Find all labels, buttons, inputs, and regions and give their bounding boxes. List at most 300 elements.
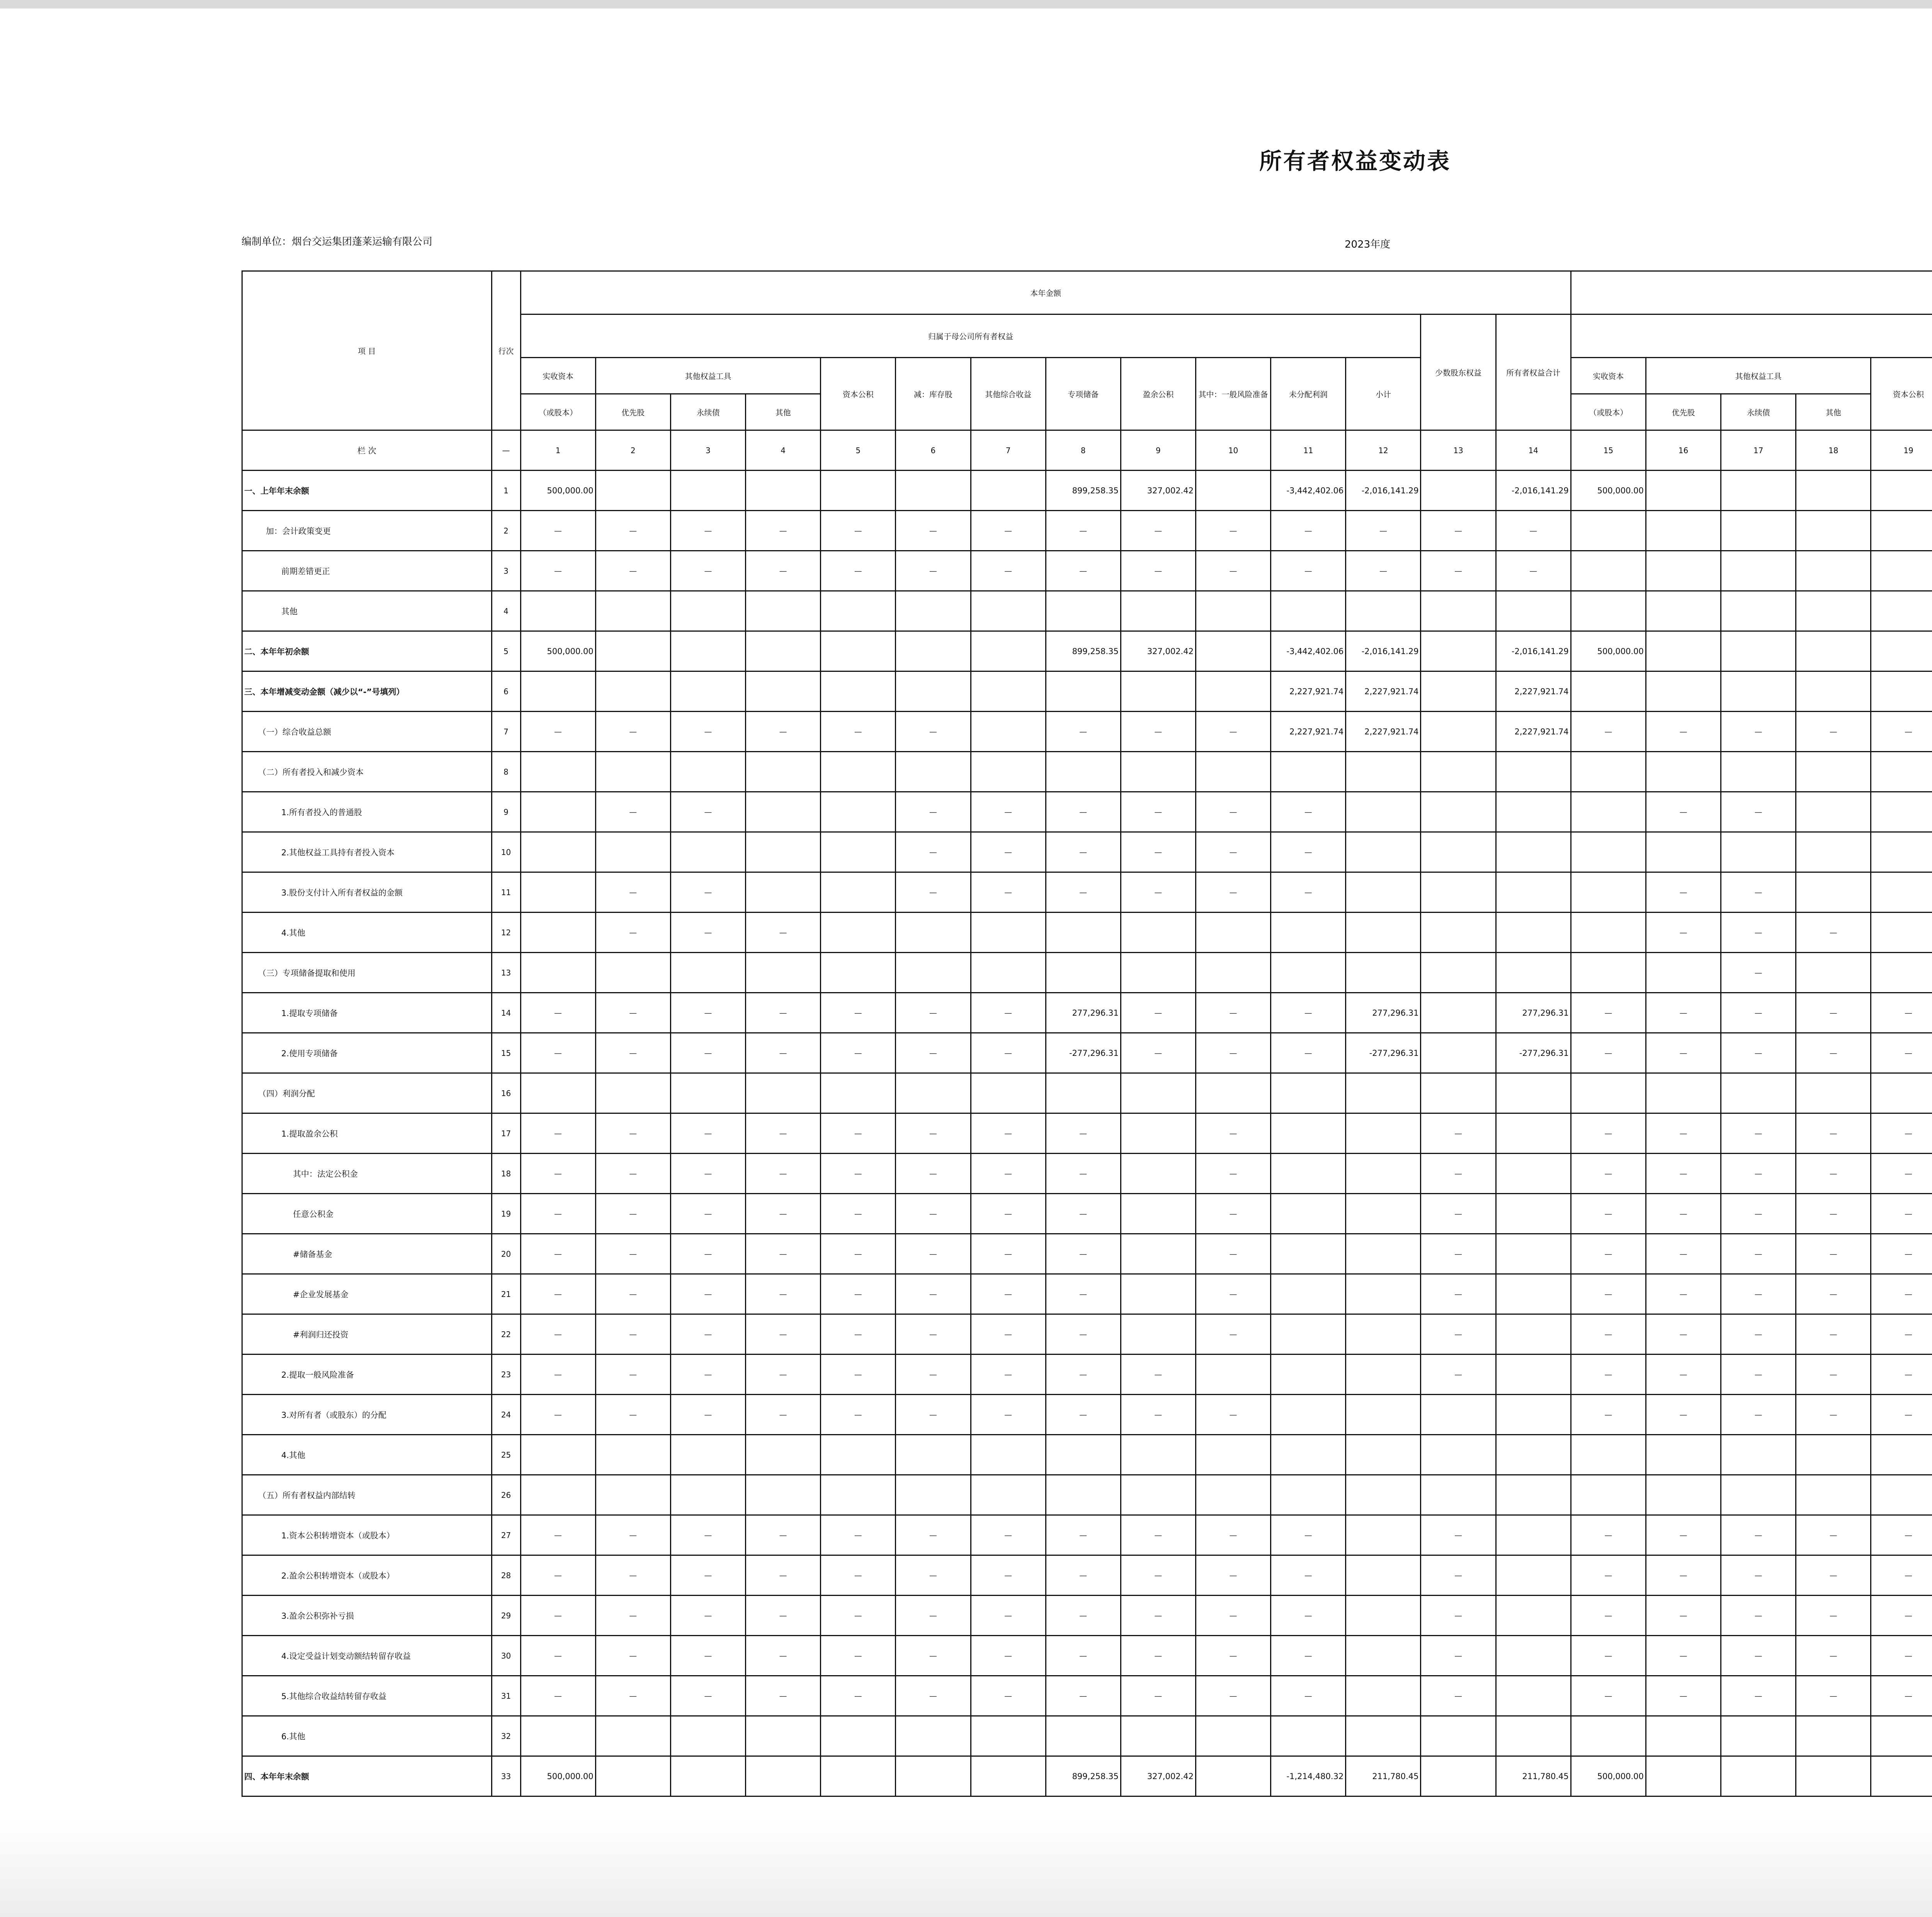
table-cell <box>896 1435 971 1475</box>
table-cell: — <box>1721 1154 1796 1194</box>
table-cell: 899,258.35 <box>1046 631 1121 671</box>
table-cell <box>1496 1676 1571 1716</box>
table-cell: — <box>746 1596 821 1636</box>
table-cell: — <box>670 1314 745 1354</box>
table-cell: — <box>520 1676 595 1716</box>
table-cell <box>1271 1314 1346 1354</box>
table-cell: — <box>1796 1274 1871 1314</box>
table-cell <box>1121 1716 1196 1756</box>
table-cell: — <box>746 551 821 591</box>
table-cell: — <box>1571 712 1646 752</box>
table-cell <box>520 1435 595 1475</box>
table-cell: — <box>520 1515 595 1555</box>
row-label: （三）专项储备提取和使用 <box>242 953 492 993</box>
table-cell <box>670 1435 745 1475</box>
table-cell <box>1496 752 1571 792</box>
table-cell: — <box>520 1354 595 1395</box>
table-cell: — <box>1121 1636 1196 1676</box>
table-cell: — <box>1196 792 1270 832</box>
table-cell <box>1196 631 1270 671</box>
table-cell <box>896 752 971 792</box>
table-cell: — <box>746 1194 821 1234</box>
table-cell <box>1346 832 1421 872</box>
table-cell: — <box>1271 792 1346 832</box>
table-cell <box>1871 551 1932 591</box>
table-cell: — <box>1871 712 1932 752</box>
table-cell <box>1796 1073 1871 1113</box>
table-cell <box>1346 1676 1421 1716</box>
table-cell: — <box>1646 1194 1721 1234</box>
table-cell: — <box>1421 1234 1496 1274</box>
table-cell <box>1721 471 1796 511</box>
row-label: 1.资本公积转增资本（或股本） <box>242 1515 492 1555</box>
table-cell: — <box>1046 551 1121 591</box>
table-cell: — <box>896 1234 971 1274</box>
table-cell: — <box>595 551 670 591</box>
table-cell <box>971 671 1046 712</box>
seq-header: 行次 <box>492 271 520 430</box>
table-cell: — <box>821 1596 896 1636</box>
table-cell: — <box>595 1555 670 1596</box>
table-cell <box>1496 1314 1571 1354</box>
table-cell <box>520 1716 595 1756</box>
table-cell <box>1871 1435 1932 1475</box>
row-label: 3.股份支付计入所有者权益的金额 <box>242 872 492 913</box>
table-cell: — <box>670 792 745 832</box>
row-seq: 25 <box>492 1435 520 1475</box>
parent-equity-header-current: 归属于母公司所有者权益 <box>520 314 1421 358</box>
table-cell <box>1346 1274 1421 1314</box>
table-row <box>242 1435 1932 1475</box>
table-cell: — <box>1721 1113 1796 1154</box>
table-cell: — <box>821 551 896 591</box>
table-cell: — <box>1271 1515 1346 1555</box>
column-number: 9 <box>1121 430 1196 471</box>
table-row <box>242 1234 1932 1274</box>
table-cell: — <box>1646 913 1721 953</box>
table-cell: — <box>1871 1194 1932 1234</box>
table-cell: — <box>520 1636 595 1676</box>
row-label: （四）利润分配 <box>242 1073 492 1113</box>
table-cell: — <box>896 1194 971 1234</box>
table-cell: — <box>1721 1033 1796 1073</box>
row-label: 4.设定受益计划变动额结转留存收益 <box>242 1636 492 1676</box>
table-cell <box>595 1756 670 1796</box>
table-cell <box>821 1716 896 1756</box>
table-cell: — <box>821 1515 896 1555</box>
table-cell: 277,296.31 <box>1346 993 1421 1033</box>
table-cell: — <box>1871 1274 1932 1314</box>
table-row <box>242 1354 1932 1395</box>
table-cell <box>1121 1314 1196 1354</box>
table-cell: — <box>1871 1033 1932 1073</box>
table-cell: — <box>670 1194 745 1234</box>
table-cell: — <box>520 1395 595 1435</box>
table-cell: — <box>1721 1395 1796 1435</box>
table-cell: — <box>1421 1354 1496 1395</box>
table-cell: — <box>1796 1555 1871 1596</box>
table-cell: — <box>746 1314 821 1354</box>
table-cell <box>1796 631 1871 671</box>
table-cell: — <box>670 1154 745 1194</box>
table-cell: — <box>1046 511 1121 551</box>
row-seq: 10 <box>492 832 520 872</box>
table-cell <box>1571 591 1646 631</box>
row-label: 2.盈余公积转增资本（或股本） <box>242 1555 492 1596</box>
table-cell <box>1121 671 1196 712</box>
table-cell <box>1271 1073 1346 1113</box>
table-cell: — <box>896 1555 971 1596</box>
row-seq: 31 <box>492 1676 520 1716</box>
table-cell <box>1421 1716 1496 1756</box>
table-cell <box>1796 1475 1871 1515</box>
table-cell <box>821 792 896 832</box>
table-cell: — <box>821 1314 896 1354</box>
table-cell: — <box>1046 1113 1121 1154</box>
table-cell: — <box>821 712 896 752</box>
table-cell: 500,000.00 <box>520 631 595 671</box>
table-cell: -2,016,141.29 <box>1496 471 1571 511</box>
table-cell: -3,442,402.06 <box>1271 631 1346 671</box>
column-number: 2 <box>595 430 670 471</box>
column-header-current-7: 盈余公积 <box>1121 358 1196 430</box>
table-cell: 2,227,921.74 <box>1496 712 1571 752</box>
table-cell <box>1871 953 1932 993</box>
table-cell <box>1121 913 1196 953</box>
table-cell: — <box>1721 1596 1796 1636</box>
table-cell <box>1646 511 1721 551</box>
table-cell <box>1421 1073 1496 1113</box>
table-cell <box>746 471 821 511</box>
table-cell <box>1271 1716 1346 1756</box>
row-label: 1.提取专项储备 <box>242 993 492 1033</box>
document-title: 所有者权益变动表 <box>1259 148 1451 174</box>
table-cell <box>1346 1234 1421 1274</box>
table-cell <box>1271 913 1346 953</box>
table-cell: — <box>670 1676 745 1716</box>
table-cell: — <box>896 1354 971 1395</box>
table-row <box>242 913 1932 953</box>
table-cell: — <box>595 1596 670 1636</box>
table-cell <box>1421 913 1496 953</box>
table-cell: — <box>1121 511 1196 551</box>
row-label: （五）所有者权益内部结转 <box>242 1475 492 1515</box>
table-cell <box>1496 1395 1571 1435</box>
row-seq: 20 <box>492 1234 520 1274</box>
table-cell <box>1196 591 1270 631</box>
table-cell: — <box>1646 1596 1721 1636</box>
table-cell: -3,442,402.06 <box>1271 471 1346 511</box>
table-cell: — <box>1271 832 1346 872</box>
table-cell: — <box>1421 1314 1496 1354</box>
table-cell: 899,258.35 <box>1046 1756 1121 1796</box>
table-cell <box>1346 913 1421 953</box>
table-cell: — <box>1421 551 1496 591</box>
table-cell <box>1646 953 1721 993</box>
table-cell: — <box>1121 1395 1196 1435</box>
minority-header-current: 少数股东权益 <box>1421 314 1496 430</box>
table-cell: — <box>520 1274 595 1314</box>
table-cell: 500,000.00 <box>520 471 595 511</box>
table-cell <box>595 1435 670 1475</box>
table-cell: 2,227,921.74 <box>1346 671 1421 712</box>
table-cell <box>1421 872 1496 913</box>
table-cell: — <box>520 551 595 591</box>
row-label: 加：会计政策变更 <box>242 511 492 551</box>
table-cell: — <box>1571 1314 1646 1354</box>
row-seq: 28 <box>492 1555 520 1596</box>
column-number: 3 <box>670 430 745 471</box>
table-cell <box>1871 872 1932 913</box>
table-cell <box>595 752 670 792</box>
table-row <box>242 1194 1932 1234</box>
table-cell <box>1421 1395 1496 1435</box>
table-cell: — <box>971 1354 1046 1395</box>
table-cell <box>1871 1756 1932 1796</box>
table-cell <box>1871 631 1932 671</box>
row-seq: 29 <box>492 1596 520 1636</box>
table-cell: — <box>1046 1596 1121 1636</box>
current-year-header: 本年金额 <box>520 271 1571 314</box>
table-cell: — <box>595 1636 670 1676</box>
table-cell: — <box>821 1636 896 1676</box>
table-row <box>242 671 1932 712</box>
table-cell: — <box>520 1314 595 1354</box>
table-cell: — <box>746 511 821 551</box>
table-cell: — <box>1646 1515 1721 1555</box>
table-cell <box>821 1435 896 1475</box>
table-row <box>242 1274 1932 1314</box>
table-cell: — <box>670 872 745 913</box>
table-cell <box>670 1716 745 1756</box>
table-cell <box>1796 832 1871 872</box>
table-cell: — <box>1046 1314 1121 1354</box>
table-cell <box>670 671 745 712</box>
scan-bottom-edge <box>0 1820 1932 1917</box>
table-cell <box>1271 1354 1346 1395</box>
table-cell <box>1646 832 1721 872</box>
table-cell <box>821 913 896 953</box>
row-seq: 18 <box>492 1154 520 1194</box>
table-cell <box>1496 1154 1571 1194</box>
column-header-current-3: 资本公积 <box>821 358 896 430</box>
table-row <box>242 953 1932 993</box>
table-cell: — <box>1871 1154 1932 1194</box>
table-cell: 327,002.42 <box>1121 631 1196 671</box>
table-cell: — <box>1046 1154 1121 1194</box>
row-label: （二）所有者投入和减少资本 <box>242 752 492 792</box>
table-cell <box>1346 591 1421 631</box>
table-cell: — <box>1796 1515 1871 1555</box>
column-header-current-5: 其他综合收益 <box>971 358 1046 430</box>
row-label: 2.使用专项储备 <box>242 1033 492 1073</box>
table-cell: — <box>670 1354 745 1395</box>
table-cell <box>1721 1475 1796 1515</box>
table-cell: 2,227,921.74 <box>1271 712 1346 752</box>
table-cell <box>1121 591 1196 631</box>
table-cell <box>896 1073 971 1113</box>
table-cell: — <box>896 712 971 752</box>
table-cell: — <box>670 551 745 591</box>
table-cell: — <box>746 913 821 953</box>
table-cell <box>746 1756 821 1796</box>
row-label: 4.其他 <box>242 913 492 953</box>
table-cell: — <box>971 1596 1046 1636</box>
table-cell: — <box>1346 511 1421 551</box>
table-cell <box>1346 792 1421 832</box>
table-cell <box>1871 1716 1932 1756</box>
table-cell <box>1796 1435 1871 1475</box>
table-cell: — <box>1421 1515 1496 1555</box>
table-cell: — <box>971 792 1046 832</box>
column-number: 17 <box>1721 430 1796 471</box>
table-cell: — <box>1646 993 1721 1033</box>
parent-equity-header-prior <box>1571 314 1932 358</box>
table-cell: — <box>1046 1515 1121 1555</box>
table-cell: — <box>1721 1314 1796 1354</box>
table-cell: — <box>1421 1154 1496 1194</box>
table-cell: -277,296.31 <box>1496 1033 1571 1073</box>
table-cell: — <box>896 993 971 1033</box>
table-cell <box>1271 1274 1346 1314</box>
table-cell: — <box>1346 551 1421 591</box>
table-cell: — <box>1721 1194 1796 1234</box>
table-cell <box>896 1716 971 1756</box>
table-cell: — <box>1796 1395 1871 1435</box>
table-cell: — <box>1121 832 1196 872</box>
column-number: 8 <box>1046 430 1121 471</box>
table-row <box>242 1314 1932 1354</box>
row-seq: 12 <box>492 913 520 953</box>
table-cell: — <box>1196 1314 1270 1354</box>
row-label: 前期差错更正 <box>242 551 492 591</box>
row-seq: 16 <box>492 1073 520 1113</box>
table-cell <box>1571 792 1646 832</box>
table-cell: — <box>1721 1274 1796 1314</box>
table-row <box>242 872 1932 913</box>
table-cell <box>1346 752 1421 792</box>
item-header: 项 目 <box>242 271 492 430</box>
table-row <box>242 631 1932 671</box>
table-cell: — <box>1571 1033 1646 1073</box>
table-cell <box>1421 591 1496 631</box>
table-cell <box>1571 953 1646 993</box>
table-cell: — <box>746 1555 821 1596</box>
table-cell <box>1496 872 1571 913</box>
table-cell: — <box>896 1395 971 1435</box>
table-cell <box>1646 1073 1721 1113</box>
table-cell: — <box>1871 1676 1932 1716</box>
total-header-current: 所有者权益合计 <box>1496 314 1571 430</box>
table-cell <box>595 471 670 511</box>
table-cell <box>1271 1194 1346 1234</box>
table-cell: — <box>1796 913 1871 953</box>
table-cell: — <box>1721 872 1796 913</box>
table-cell: — <box>971 872 1046 913</box>
table-cell <box>1046 752 1121 792</box>
column-header-current-9: 未分配利润 <box>1271 358 1346 430</box>
table-cell: — <box>1196 1636 1270 1676</box>
table-cell: — <box>1871 1234 1932 1274</box>
table-cell <box>520 752 595 792</box>
table-row <box>242 1154 1932 1194</box>
row-seq: 3 <box>492 551 520 591</box>
table-cell <box>1346 1314 1421 1354</box>
table-cell <box>746 832 821 872</box>
table-cell <box>1496 1475 1571 1515</box>
table-cell: — <box>1571 1234 1646 1274</box>
table-row <box>242 792 1932 832</box>
row-seq: 11 <box>492 872 520 913</box>
table-cell: — <box>1871 1354 1932 1395</box>
table-cell <box>1421 953 1496 993</box>
table-cell <box>1646 671 1721 712</box>
table-cell <box>670 752 745 792</box>
table-cell: — <box>971 551 1046 591</box>
table-cell <box>1796 1756 1871 1796</box>
table-cell <box>1496 1435 1571 1475</box>
table-cell <box>821 1756 896 1796</box>
table-cell: 327,002.42 <box>1121 471 1196 511</box>
table-cell: — <box>1421 1194 1496 1234</box>
table-cell <box>1421 471 1496 511</box>
table-cell: — <box>1121 993 1196 1033</box>
table-cell <box>1571 511 1646 551</box>
table-cell <box>971 913 1046 953</box>
table-cell: — <box>1721 1354 1796 1395</box>
paid-in-capital-sub-prior: （或股本） <box>1571 394 1646 430</box>
row-label: 一、上年年末余额 <box>242 471 492 511</box>
table-cell: — <box>670 1274 745 1314</box>
table-cell <box>1121 1475 1196 1515</box>
table-cell: — <box>1646 1676 1721 1716</box>
table-cell <box>1271 1435 1346 1475</box>
table-row <box>242 1515 1932 1555</box>
table-cell: — <box>746 1636 821 1676</box>
table-cell <box>896 671 971 712</box>
table-cell <box>1121 1274 1196 1314</box>
table-cell: — <box>1271 1676 1346 1716</box>
row-label: 3.盈余公积弥补亏损 <box>242 1596 492 1636</box>
table-cell: — <box>1721 1676 1796 1716</box>
table-cell: — <box>520 1154 595 1194</box>
table-cell <box>670 591 745 631</box>
table-cell <box>971 471 1046 511</box>
table-cell <box>1196 913 1270 953</box>
table-cell: — <box>1271 872 1346 913</box>
table-cell <box>1871 832 1932 872</box>
table-cell: — <box>520 1194 595 1234</box>
table-cell: 500,000.00 <box>1571 1756 1646 1796</box>
table-cell: — <box>821 511 896 551</box>
table-cell: — <box>746 1033 821 1073</box>
table-cell: -2,016,141.29 <box>1346 631 1421 671</box>
table-cell <box>670 631 745 671</box>
table-cell: — <box>670 712 745 752</box>
column-number: 1 <box>520 430 595 471</box>
table-cell <box>1871 792 1932 832</box>
table-cell: — <box>1871 993 1932 1033</box>
equity-tool-header-prior-0: 优先股 <box>1646 394 1721 430</box>
table-cell: — <box>595 712 670 752</box>
table-row <box>242 752 1932 792</box>
table-cell: — <box>595 1314 670 1354</box>
row-seq: 32 <box>492 1716 520 1756</box>
table-cell: — <box>1796 1113 1871 1154</box>
table-cell: — <box>971 1515 1046 1555</box>
equity-tool-header-current-2: 其他 <box>746 394 821 430</box>
table-cell: — <box>1571 1636 1646 1676</box>
